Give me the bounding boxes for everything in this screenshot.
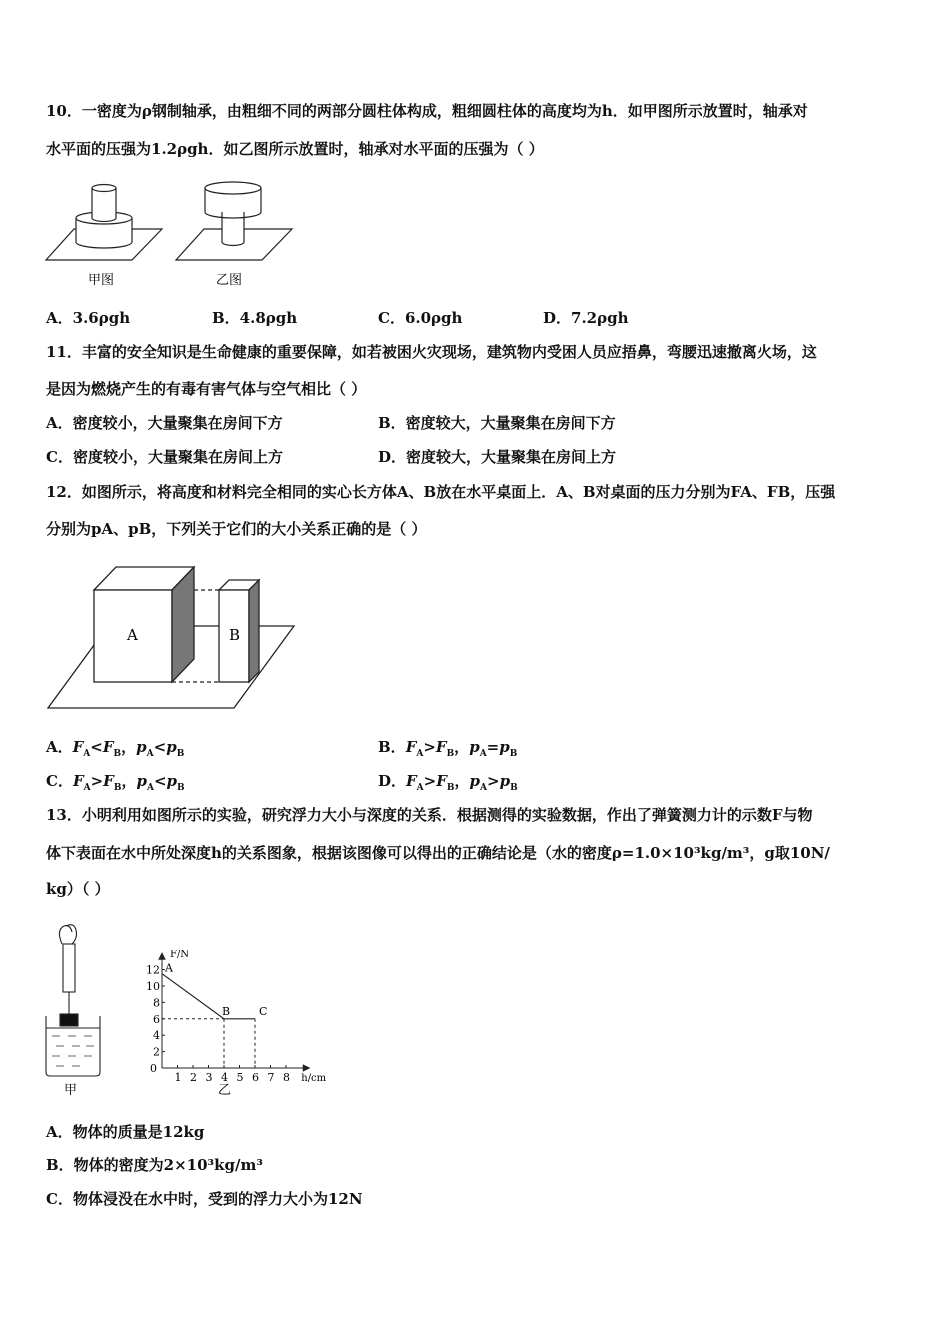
q13-line3: kg）（ ） bbox=[46, 880, 110, 898]
y-axis-arrow bbox=[159, 953, 165, 959]
origin-label: 0 bbox=[150, 1062, 157, 1075]
q11-option-d[interactable]: D．密度较大，大量聚集在房间上方 bbox=[378, 448, 617, 466]
x-tick-label: 6 bbox=[252, 1071, 259, 1084]
q12-label-a: A bbox=[127, 626, 138, 644]
q10-option-b[interactable]: B．4.8ρgh bbox=[212, 309, 298, 327]
y-tick-label: 2 bbox=[153, 1045, 160, 1059]
q10-option-d[interactable]: D．7.2ρgh bbox=[543, 309, 629, 327]
point-label-c: C bbox=[259, 1004, 268, 1018]
q13-line1: 13．小明利用如图所示的实验，研究浮力大小与深度的关系．根据测得的实验数据，作出了弹簧测力计的示数F与物 bbox=[46, 806, 813, 824]
q13-line2: 体下表面在水中所处深度h的关系图象，根据该图像可以得出的正确结论是（水的密度ρ=1.0×10³kg/m³，g取10N/ bbox=[46, 844, 830, 862]
q12-option-a[interactable]: A．$F_A<F_B$，$p_A<p_B$ bbox=[46, 738, 185, 759]
q12-option-c[interactable]: C．$F_A>F_B$，$p_A<p_B$ bbox=[46, 772, 185, 793]
x-tick-label: 7 bbox=[267, 1071, 275, 1084]
hand-icon bbox=[59, 925, 76, 944]
q10-line2: 水平面的压强为1.2ρgh．如乙图所示放置时，轴承对水平面的压强为（ ） bbox=[46, 140, 544, 158]
x-tick-label: 8 bbox=[283, 1071, 290, 1084]
x-axis-label: h/cm bbox=[301, 1073, 327, 1084]
y-tick-label: 10 bbox=[146, 980, 160, 993]
y-tick-label: 8 bbox=[153, 996, 160, 1010]
x-tick-label: 2 bbox=[190, 1071, 197, 1084]
q10-option-c[interactable]: C．6.0ρgh bbox=[378, 309, 463, 327]
x-tick-label: 1 bbox=[174, 1071, 182, 1084]
q11-option-b[interactable]: B．密度较大，大量聚集在房间下方 bbox=[378, 414, 616, 432]
x-tick-label: 3 bbox=[205, 1071, 213, 1084]
q13-chart bbox=[130, 950, 330, 1100]
q10-line1: 10．一密度为ρ钢制轴承，由粗细不同的两部分圆柱体构成，粗细圆柱体的高度均为h．如甲图所示放置时，轴承对 bbox=[46, 102, 808, 120]
y-tick-label: 6 bbox=[153, 1012, 160, 1026]
q13-apparatus bbox=[40, 922, 110, 1102]
x-axis-arrow bbox=[303, 1065, 309, 1071]
q13-label-yi: 乙 bbox=[218, 1083, 232, 1098]
point-label-a: A bbox=[165, 961, 173, 975]
q10-label-jia: 甲图 bbox=[88, 273, 115, 288]
q12-option-b[interactable]: B．$F_A>F_B$，$p_A=p_B$ bbox=[378, 738, 518, 759]
q10-label-yi: 乙图 bbox=[216, 273, 243, 288]
q12-label-b: B bbox=[229, 626, 241, 644]
q12-line2: 分别为pA、pB，下列关于它们的大小关系正确的是（ ） bbox=[46, 520, 427, 538]
immersed-block bbox=[60, 1014, 78, 1026]
q12-line1: 12．如图所示，将高度和材料完全相同的实心长方体A、B放在水平桌面上．A、B对桌面的压力分别为FA、FB，压强 bbox=[46, 483, 836, 501]
q12-option-d[interactable]: D．$F_A>F_B$，$p_A>p_B$ bbox=[378, 772, 518, 793]
spring-scale bbox=[63, 944, 75, 992]
q10-option-a[interactable]: A．3.6ρgh bbox=[46, 309, 131, 327]
y-tick-label: 12 bbox=[146, 963, 160, 977]
x-tick-label: 5 bbox=[236, 1071, 244, 1084]
q13-option-a[interactable]: A．物体的质量是12kg bbox=[46, 1123, 205, 1141]
x-tick-label: 4 bbox=[221, 1071, 228, 1084]
y-tick-label: 4 bbox=[153, 1029, 160, 1043]
f-h-line bbox=[162, 974, 255, 1019]
q13-label-jia: 甲 bbox=[64, 1083, 78, 1098]
q11-option-c[interactable]: C．密度较小，大量聚集在房间上方 bbox=[46, 448, 283, 466]
q11-line2: 是因为燃烧产生的有毒有害气体与空气相比（ ） bbox=[46, 380, 367, 398]
q13-option-c[interactable]: C．物体浸没在水中时，受到的浮力大小为12N bbox=[46, 1190, 363, 1208]
q11-line1: 11．丰富的安全知识是生命健康的重要保障，如若被困火灾现场，建筑物内受困人员应捂鼻，弯腰迅速撤离火场，这 bbox=[46, 343, 817, 361]
q12-figure bbox=[44, 562, 300, 712]
q13-option-b[interactable]: B．物体的密度为2×10³kg/m³ bbox=[46, 1156, 263, 1174]
q10-figure bbox=[44, 176, 294, 294]
point-label-b: B bbox=[222, 1004, 231, 1018]
q11-option-a[interactable]: A．密度较小，大量聚集在房间下方 bbox=[46, 414, 283, 432]
y-axis-label: F/N bbox=[170, 950, 190, 961]
